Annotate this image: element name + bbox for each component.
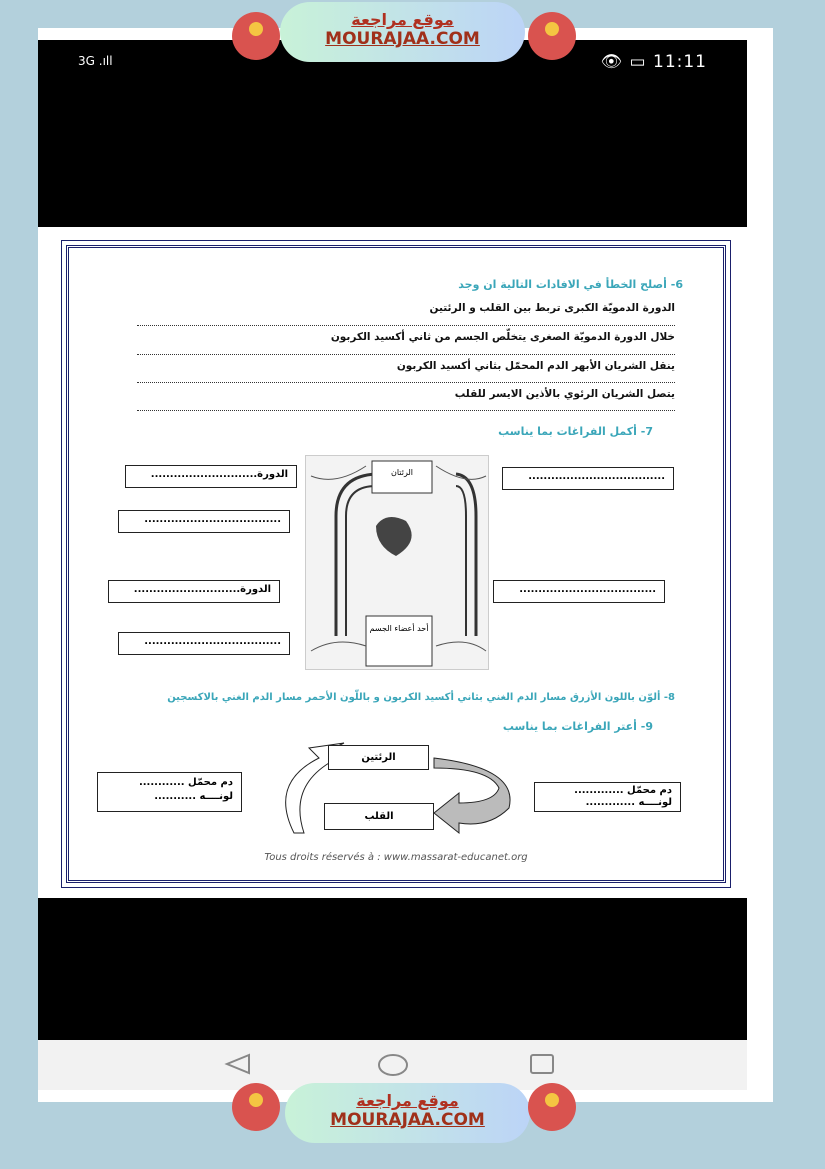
watermark-banner[interactable] [280, 2, 525, 62]
q8-title: 8- ألوّن باللون الأزرق مسار الدم الغني بثاني أكسيد الكربون و باللّون الأحمر مسار الدم الغني بالاكسجين [167, 692, 675, 703]
label-box[interactable]: الدورة............................ [125, 465, 297, 488]
blood-info-box-left[interactable] [97, 772, 242, 812]
watermark-logo [232, 12, 280, 60]
label-box[interactable]: الدورة............................ [108, 580, 280, 603]
label-box[interactable]: .................................... [502, 467, 674, 490]
footer-copyright: Tous droits réservés à : www.massarat-educanet.org [264, 852, 528, 863]
answer-line[interactable] [137, 325, 675, 326]
watermark-latin: MOURAJAA.COM [325, 29, 480, 49]
q9-title: 9- أعتر الفراغات بما يناسب [502, 720, 653, 733]
blood-info-box-right[interactable] [534, 782, 681, 812]
recents-icon[interactable] [528, 1052, 558, 1076]
status-time: 👁 ▭ 11:11 [600, 52, 707, 72]
blood-color: لونــــه ............. [585, 797, 672, 808]
label-box[interactable]: .................................... [118, 632, 290, 655]
watermark-banner[interactable] [285, 1083, 530, 1143]
blood-content: دم محمّل ............ [138, 777, 233, 788]
q6-item: الدورة الدمويّة الكبرى تربط بين القلب و الرئتين [429, 302, 675, 314]
heart-circulation-illustration [306, 456, 490, 671]
lungs-box: الرئتين [328, 745, 429, 770]
network-indicator: 3G .ıll [78, 54, 113, 68]
blood-content: دم محمّل ............. [574, 785, 672, 796]
black-area [38, 898, 747, 1040]
watermark-logo [528, 12, 576, 60]
blood-color: لونــــه ........... [154, 791, 233, 802]
worksheet [66, 245, 726, 883]
circulation-diagram [305, 455, 489, 670]
q6-item: يتصل الشريان الرئوي بالأذين الايسر للقلب [454, 388, 675, 400]
q6-title: 6- أصلح الخطأ في الافادات التالية ان وجد [458, 278, 683, 291]
status-bar [38, 40, 747, 227]
label-box[interactable]: .................................... [118, 510, 290, 533]
q6-item: ينقل الشريان الأبهر الدم المحمّل بثاني أكسيد الكربون [396, 360, 675, 372]
label-box[interactable]: .................................... [493, 580, 665, 603]
eye-icon: 👁 ▭ [600, 52, 653, 72]
answer-line[interactable] [137, 410, 675, 411]
answer-line[interactable] [137, 382, 675, 383]
home-icon[interactable] [376, 1050, 410, 1080]
q6-item: خلال الدورة الدمويّة الصغرى يتخلّص الجسم من ثاني أكسيد الكربون [330, 331, 675, 343]
watermark-logo [528, 1083, 576, 1131]
watermark-logo [232, 1083, 280, 1131]
organ-label: أحد أعضاء الجسم [369, 624, 429, 633]
q7-title: 7- أكمل الفراغات بما يناسب [498, 425, 653, 438]
watermark-latin: MOURAJAA.COM [330, 1110, 485, 1130]
back-icon[interactable] [223, 1052, 253, 1076]
watermark-arabic: موقع مراجعة [351, 10, 454, 29]
lungs-label: الرئتان [390, 468, 414, 477]
answer-line[interactable] [137, 354, 675, 355]
watermark-arabic: موقع مراجعة [356, 1091, 459, 1110]
heart-box: القلب [324, 803, 434, 830]
